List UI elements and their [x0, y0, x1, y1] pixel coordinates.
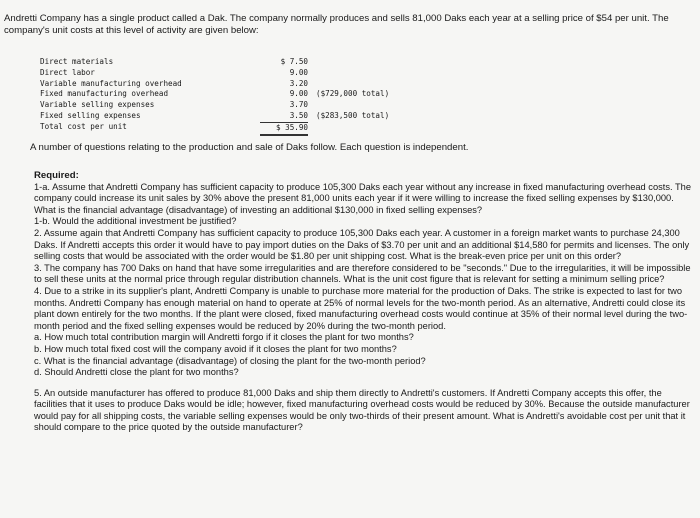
lead-paragraph: A number of questions relating to the production and sale of Daks follow. Each question is independent. — [30, 142, 469, 153]
question-4a: a. How much total contribution margin will Andretti forgo if it closes the plant for two months? — [34, 332, 414, 343]
cost-note — [308, 57, 389, 68]
cost-label: Variable manufacturing overhead — [40, 78, 182, 88]
cost-row — [40, 57, 389, 68]
total-label: Total cost per unit — [40, 122, 127, 132]
question-3: 3. The company has 700 Daks on hand that have some irregularities and are therefore considered to be "seconds." Due to the irregularities, it will be impossible to sell these units at the normal price through regular distribution channels. What is the unit cost figure that is relevant for setting a minimum selling price? — [34, 262, 691, 285]
cost-row — [40, 79, 389, 90]
cost-row — [40, 89, 389, 100]
question-5: 5. An outside manufacturer has offered to produce 81,000 Daks and ship them directly to Andretti's customers. If Andretti Company accepts this offer, the facilities that it uses to produce Daks would be idle; however, fixed manufacturing overhead costs would be reduced by 30%. Because the outside manufacturer would pay for all shipping costs, the variable selling expenses would be only two-thirds of their present amount. What is Andretti's avoidable cost per unit that it should compare to the price quoted by the outside manufacturer? — [34, 387, 690, 433]
question-1a: 1-a. Assume that Andretti Company has sufficient capacity to produce 105,300 Daks each year without any increase in fixed manufacturing overhead costs. The company could increase its unit sales by 30% above the present 81,000 units each year if it were willing to increase the fixed selling expenses by $130,000. What is the financial advantage (disadvantage) of investing an additional $130,000 in fixed selling expenses? — [34, 181, 692, 215]
cost-value: $ 7.50 — [280, 57, 308, 66]
question-2: 2. Assume again that Andretti Company has sufficient capacity to produce 105,300 Daks each year. A customer in a foreign market wants to purchase 24,300 Daks. If Andretti accepts this order it would have to pay import duties on the Daks of $3.70 per unit and an additional $14,580 for permits and licenses. The only selling costs that would be associated with the order would be $1.80 per unit shipping cost. What is the break-even price per unit on this order? — [34, 227, 690, 262]
cost-total-row — [40, 122, 389, 134]
question-4b: b. How much total fixed cost will the company avoid if it closes the plant for two months? — [34, 343, 397, 354]
cost-value: 3.50 — [260, 111, 308, 122]
cost-label: Variable selling expenses — [40, 100, 155, 110]
unit-cost-table — [40, 57, 389, 136]
cost-label: Direct materials — [40, 57, 114, 66]
question-4c: c. What is the financial advantage (disadvantage) of closing the plant for the two-month period? — [34, 355, 426, 366]
cost-label: Direct labor — [40, 67, 95, 77]
cost-value: 9.00 — [289, 89, 308, 99]
cost-label: Fixed manufacturing overhead — [40, 89, 169, 99]
question-4d: d. Should Andretti close the plant for two months? — [34, 367, 239, 378]
cost-row — [40, 111, 389, 122]
cost-note: ($283,500 total) — [316, 110, 390, 120]
intro-paragraph: Andretti Company has a single product called a Dak. The company normally produces and sells 81,000 Daks each year at a selling price of $54 per unit. The company's unit costs at this level of activity are given below: — [4, 13, 669, 36]
cost-note — [308, 68, 389, 79]
question-1b: 1-b. Would the additional investment be justified? — [34, 216, 237, 227]
cost-row — [40, 100, 389, 111]
cost-note — [308, 79, 389, 90]
cost-label: Fixed selling expenses — [40, 110, 141, 120]
cost-row — [40, 68, 389, 79]
required-heading: Required: — [34, 170, 79, 181]
total-value: $ 35.90 — [260, 122, 308, 134]
cost-note — [308, 100, 389, 111]
question-4: 4. Due to a strike in its supplier's plant, Andretti Company is unable to purchase more material for the production of Daks. The strike is expected to last for two months. Andretti Company has enough material on hand to operate at 25% of normal levels for the two-month period. As an alternative, Andretti could close its plant down entirely for the two months. If the plant were closed, fixed manufacturing overhead costs would continue at 35% of their normal level during the two-month period and the fixed selling expenses would be reduced by 20% during the two-month period. — [34, 285, 688, 331]
cost-value: 3.20 — [289, 78, 308, 88]
cost-value: 9.00 — [289, 67, 308, 77]
cost-value: 3.70 — [289, 100, 308, 110]
cost-note: ($729,000 total) — [316, 89, 390, 99]
required-section — [34, 170, 694, 434]
